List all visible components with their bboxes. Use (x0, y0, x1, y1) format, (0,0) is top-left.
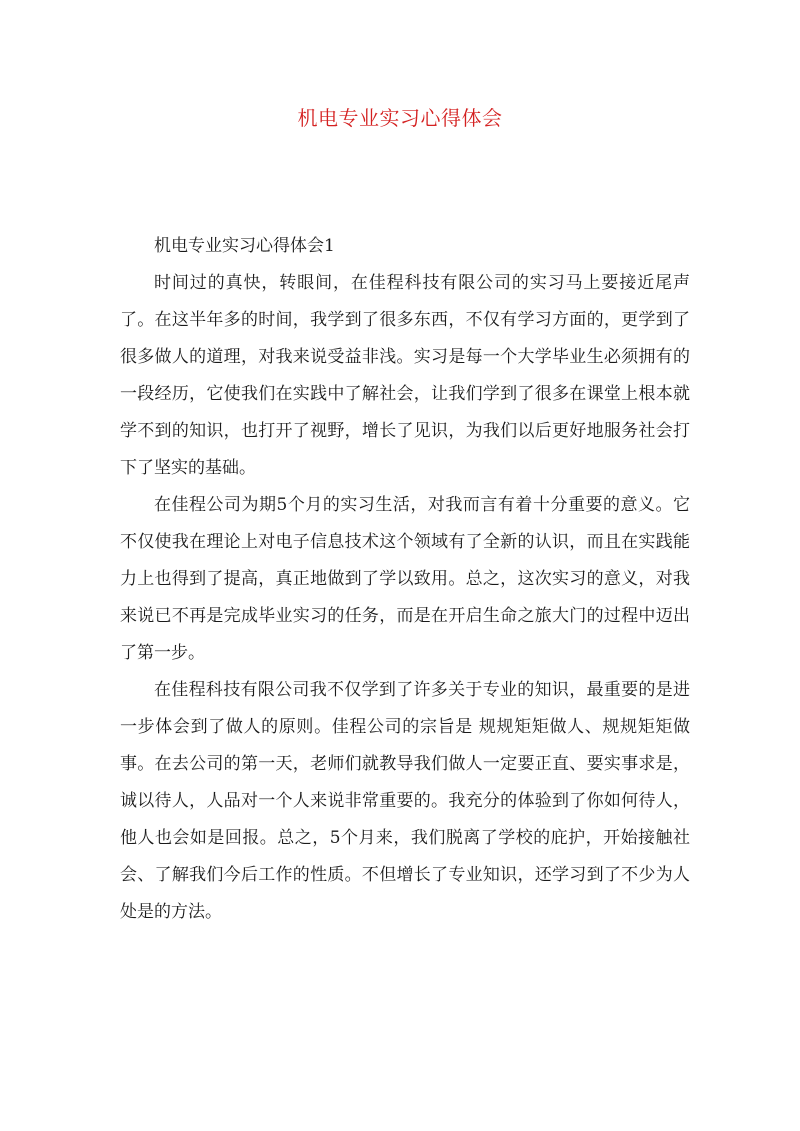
document-body (120, 228, 690, 931)
paragraph-3: 在佳程科技有限公司我不仅学到了许多关于专业的知识，最重要的是进一步体会到了做人的原则。佳程公司的宗旨是 规规矩矩做人、规规矩矩做事。在去公司的第一天，老师们就教导我们做人一定要正直、要实事求是，诚以待人，人品对一个人来说非常重要的。我充分的体验到了你如何待人，他人也会如是回报。总之，5个月来，我们脱离了学校的庇护，开始接触社会、了解我们今后工作的性质。不但增长了专业知识，还学习到了不少为人处是的方法。 (120, 680, 690, 922)
paragraph-2: 在佳程公司为期5个月的实习生活，对我而言有着十分重要的意义。它不仅使我在理论上对电子信息技术这个领域有了全新的认识，而且在实践能力上也得到了提高，真正地做到了学以致用。总之，这次实习的意义，对我来说已不再是完成毕业实习的任务，而是在开启生命之旅大门的过程中迈出了第一步。 (120, 495, 690, 663)
section-heading: 机电专业实习心得体会1 (154, 236, 335, 256)
paragraph-1: 时间过的真快，转眼间，在佳程科技有限公司的实习马上要接近尾声了。在这半年多的时间，我学到了很多东西，不仅有学习方面的，更学到了很多做人的道理，对我来说受益非浅。实习是每一个大学毕业生必须拥有的一段经历，它使我们在实践中了解社会，让我们学到了很多在课堂上根本就学不到的知识，也打开了视野，增长了见识，为我们以后更好地服务社会打下了坚实的基础。 (120, 273, 690, 478)
document-title: 机电专业实习心得体会 (297, 106, 503, 130)
